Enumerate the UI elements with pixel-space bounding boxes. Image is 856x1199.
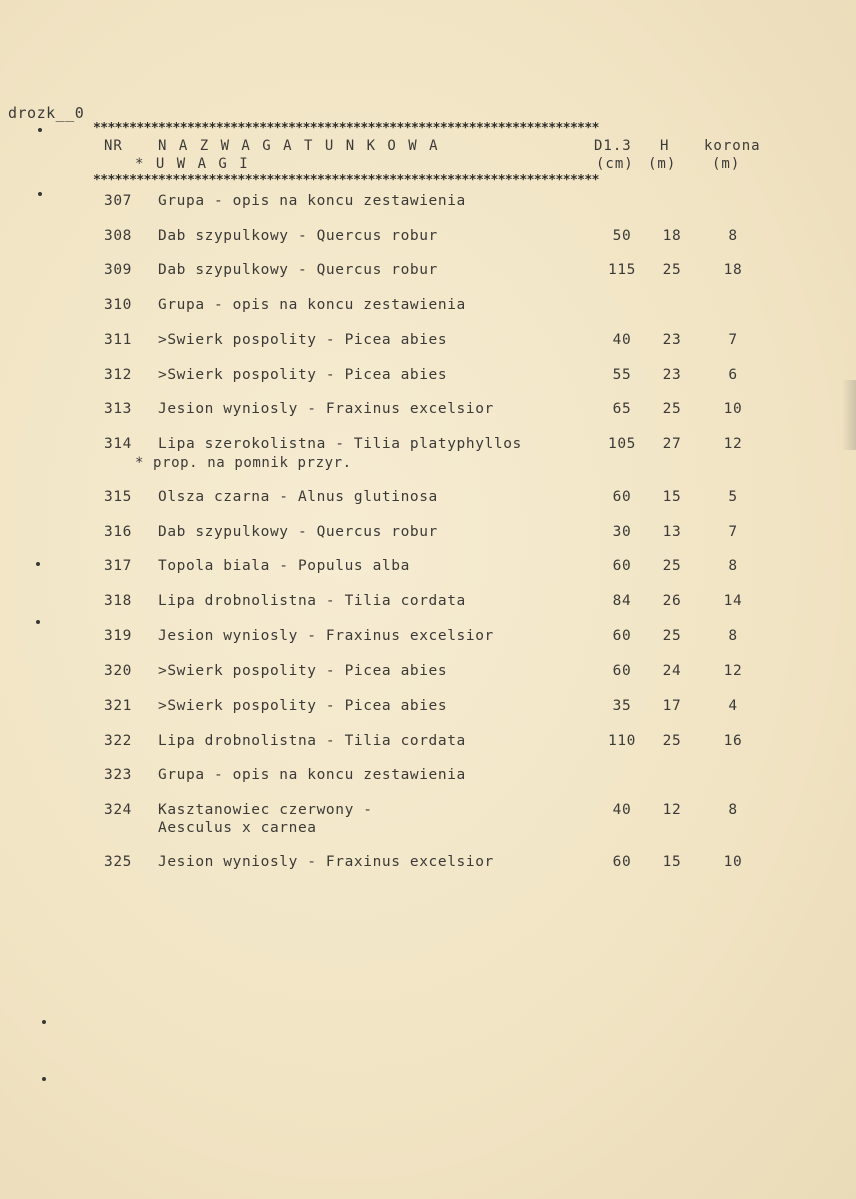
row-species-name: Grupa - opis na koncu zestawienia [158,297,466,313]
row-species-name: Lipa szerokolistna - Tilia platyphyllos [158,436,522,452]
row-species-name: Jesion wyniosly - Fraxinus excelsior [158,628,494,644]
header-h: H [660,138,670,154]
row-height: 23 [662,332,682,348]
row-height: 25 [662,558,682,574]
row-crown: 10 [723,854,743,870]
ink-speck [38,128,42,132]
row-species-name: Jesion wyniosly - Fraxinus excelsior [158,854,494,870]
row-species-name: Lipa drobnolistna - Tilia cordata [158,593,466,609]
row-diameter: 115 [608,262,636,278]
ink-speck [36,620,40,624]
row-diameter: 50 [612,228,632,244]
row-height: 23 [662,367,682,383]
row-diameter: 110 [608,733,636,749]
ink-speck [36,562,40,566]
row-crown: 8 [728,558,738,574]
row-crown: 18 [723,262,743,278]
row-crown: 6 [728,367,738,383]
row-species-name: Lipa drobnolistna - Tilia cordata [158,733,466,749]
row-nr: 313 [104,401,132,417]
row-species-name: Kasztanowiec czerwony - [158,802,373,818]
row-nr: 307 [104,193,132,209]
row-height: 24 [662,663,682,679]
row-species-name-continued: Aesculus x carnea [158,820,317,836]
row-crown: 5 [728,489,738,505]
row-species-name: Grupa - opis na koncu zestawienia [158,767,466,783]
row-nr: 320 [104,663,132,679]
row-height: 27 [662,436,682,452]
row-nr: 318 [104,593,132,609]
row-height: 12 [662,802,682,818]
header-nr: NR [104,138,123,154]
row-nr: 315 [104,489,132,505]
row-nr: 308 [104,228,132,244]
row-nr: 323 [104,767,132,783]
row-species-name: Jesion wyniosly - Fraxinus excelsior [158,401,494,417]
row-diameter: 60 [612,628,632,644]
row-crown: 8 [728,802,738,818]
row-height: 25 [662,262,682,278]
header-korona: korona [704,138,761,154]
header-h-unit: (m) [648,156,677,172]
row-species-name: >Swierk pospolity - Picea abies [158,698,448,714]
row-nr: 314 [104,436,132,452]
row-nr: 324 [104,802,132,818]
row-diameter: 60 [612,558,632,574]
row-species-name: Dab szypulkowy - Quercus robur [158,262,438,278]
row-nr: 312 [104,367,132,383]
row-diameter: 60 [612,663,632,679]
row-height: 18 [662,228,682,244]
row-species-name: >Swierk pospolity - Picea abies [158,663,448,679]
star-separator-top: ********************************************************************** [93,121,599,136]
row-crown: 7 [728,332,738,348]
row-crown: 16 [723,733,743,749]
row-crown: 4 [728,698,738,714]
row-diameter: 30 [612,524,632,540]
header-remarks: * U W A G I [135,156,250,172]
header-name: N A Z W A G A T U N K O W A [158,138,440,154]
row-diameter: 55 [612,367,632,383]
row-diameter: 60 [612,489,632,505]
row-height: 25 [662,733,682,749]
header-d13-unit: (cm) [596,156,634,172]
ink-speck [38,192,42,196]
header-korona-unit: (m) [712,156,741,172]
file-label: drozk__0 [8,104,85,122]
row-diameter: 84 [612,593,632,609]
row-nr: 310 [104,297,132,313]
row-nr: 309 [104,262,132,278]
header-d13: D1.3 [594,138,632,154]
row-height: 13 [662,524,682,540]
row-crown: 14 [723,593,743,609]
row-crown: 12 [723,663,743,679]
row-crown: 12 [723,436,743,452]
row-crown: 7 [728,524,738,540]
row-diameter: 40 [612,332,632,348]
row-diameter: 35 [612,698,632,714]
row-height: 25 [662,628,682,644]
row-species-name: >Swierk pospolity - Picea abies [158,367,448,383]
row-height: 26 [662,593,682,609]
row-species-name: Dab szypulkowy - Quercus robur [158,228,438,244]
row-height: 15 [662,489,682,505]
row-nr: 319 [104,628,132,644]
row-species-name: Dab szypulkowy - Quercus robur [158,524,438,540]
row-crown: 10 [723,401,743,417]
row-nr: 317 [104,558,132,574]
row-nr: 316 [104,524,132,540]
ink-speck [42,1020,46,1024]
row-diameter: 40 [612,802,632,818]
row-species-name: >Swierk pospolity - Picea abies [158,332,448,348]
ink-speck [42,1077,46,1081]
row-nr: 322 [104,733,132,749]
star-separator-bottom: ********************************************************************** [93,173,599,188]
row-remark: * prop. na pomnik przyr. [135,455,352,471]
row-crown: 8 [728,228,738,244]
row-species-name: Olsza czarna - Alnus glutinosa [158,489,438,505]
row-species-name: Topola biala - Populus alba [158,558,410,574]
paper-edge-shadow [842,380,856,450]
row-height: 17 [662,698,682,714]
row-nr: 321 [104,698,132,714]
row-nr: 325 [104,854,132,870]
row-nr: 311 [104,332,132,348]
row-diameter: 60 [612,854,632,870]
row-diameter: 105 [608,436,636,452]
row-height: 25 [662,401,682,417]
row-height: 15 [662,854,682,870]
row-species-name: Grupa - opis na koncu zestawienia [158,193,466,209]
row-diameter: 65 [612,401,632,417]
row-crown: 8 [728,628,738,644]
